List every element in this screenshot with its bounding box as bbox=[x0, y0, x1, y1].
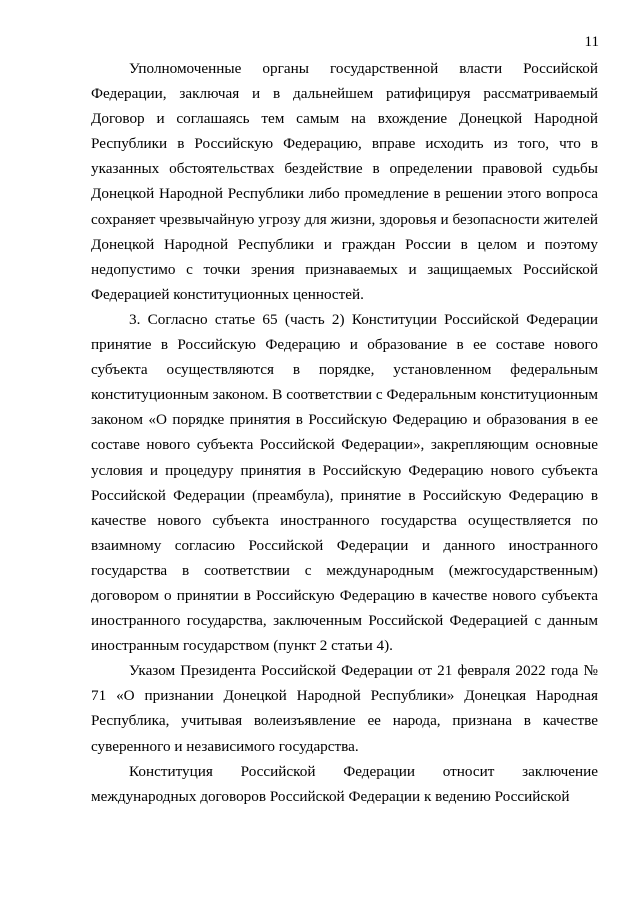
document-body bbox=[91, 56, 598, 809]
paragraph-constitution-treaties: Конституция Российской Федерации относит заключение международных договоров Российской Федерации к ведению Российской bbox=[91, 762, 598, 805]
paragraph-article-65: 3. Согласно статье 65 (часть 2) Конституции Российской Федерации принятие в Российскую Федерацию и образование в ее составе нового субъекта осуществляются в порядке, установленном федеральным конституционным законом. В соответствии с Федеральным конституционным законом «О порядке принятия в Российскую Федерацию и образования в ее составе нового субъекта Российской Федерации», закрепляющим основные условия и процедуру принятия в Российскую Федерацию нового субъекта Российской Федерации (преамбула), принятие в Российскую Федерацию в качестве нового субъекта иностранного государства осуществляется по взаимному согласию Российской Федерации и данного иностранного государства в соответствии с международным (межгосударственным) договором о принятии в Российскую Федерацию в качестве нового субъекта иностранного государства, заключенным Российской Федерацией с данным иностранным государством (пункт 2 статьи 4). bbox=[91, 310, 598, 655]
paragraph-presidential-decree: Указом Президента Российской Федерации от 21 февраля 2022 года № 71 «О признании Донецкой Народной Республики» Донецкая Народная Республика, учитывая волеизъявление ее народа, признана в качестве суверенного и независимого государства. bbox=[91, 662, 598, 755]
page-number: 11 bbox=[584, 34, 599, 50]
paragraph-ratification: Уполномоченные органы государственной власти Российской Федерации, заключая и в дальнейшем ратифицируя рассматриваемый Договор и соглашаясь тем самым на вхождение Донецкой Народной Республики в Российскую Федерацию, вправе исходить из того, что в указанных обстоятельствах бездействие в определении правовой судьбы Донецкой Народной Республики либо промедление в решении этого вопроса сохраняет чрезвычайную угрозу для жизни, здоровья и безопасности жителей Донецкой Народной Республики и граждан России в целом и поэтому недопустимо с точки зрения признаваемых и защищаемых Российской Федерацией конституционных ценностей. bbox=[91, 60, 598, 303]
